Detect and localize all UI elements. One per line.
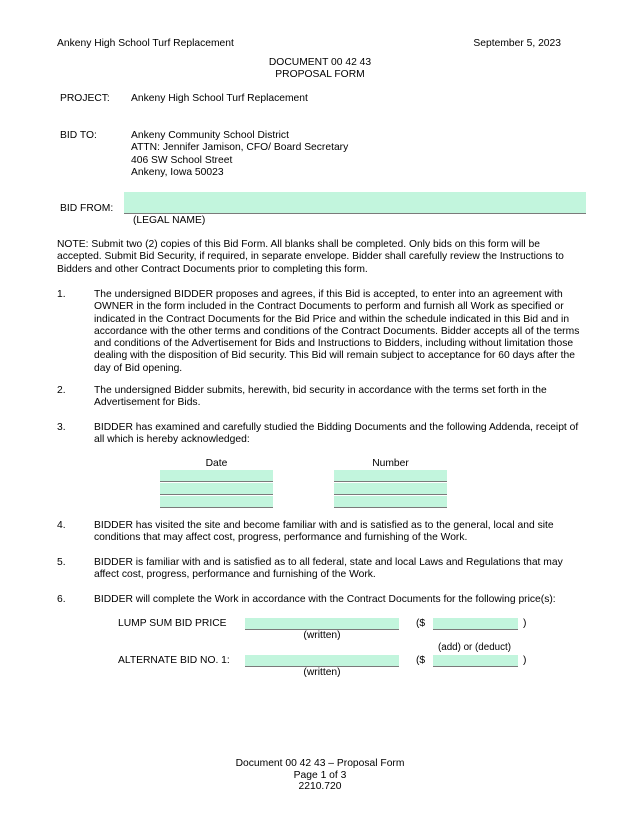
lump-sum-written-field[interactable]	[245, 618, 399, 630]
legal-name-caption: (LEGAL NAME)	[133, 215, 206, 226]
item-text: The undersigned Bidder submits, herewith, bid security in accordance with the terms set forth in the Advertisement for Bids.	[94, 385, 547, 409]
bid-to-line: Ankeny Community School District	[131, 130, 289, 141]
written-caption: (written)	[303, 667, 341, 678]
lump-sum-label: LUMP SUM BID PRICE	[118, 618, 227, 629]
addendum-date-field[interactable]	[160, 470, 273, 482]
addendum-number-field[interactable]	[334, 470, 447, 482]
bid-from-legal-name-field[interactable]	[124, 192, 586, 214]
item-text: BIDDER is familiar with and is satisfied as to all federal, state and local Laws and Regulations that may affect cost, progress, performance and furnishing of the Work.	[94, 557, 563, 581]
item-number: 4.	[57, 520, 66, 531]
dollar-open: ($	[416, 655, 426, 666]
item-number: 3.	[57, 422, 66, 433]
bid-from-label: BID FROM:	[60, 203, 114, 214]
bid-to-line: ATTN: Jennifer Jamison, CFO/ Board Secretary	[131, 142, 349, 154]
bid-to-label: BID TO:	[60, 130, 97, 141]
alternate-bid-label: ALTERNATE BID NO. 1:	[118, 655, 230, 666]
dollar-open: ($	[416, 618, 426, 629]
paren-close: )	[523, 618, 527, 629]
bid-to-address	[131, 130, 348, 179]
alternate-written-field[interactable]	[245, 655, 399, 667]
document-number: DOCUMENT 00 42 43	[268, 57, 372, 68]
item-text: BIDDER has visited the site and become familiar with and is satisfied as to the general, local and site conditions that may affect cost, progress, performance and furnishing of the Work.	[94, 520, 554, 544]
addendum-date-field[interactable]	[160, 483, 273, 495]
project-value: Ankeny High School Turf Replacement	[131, 93, 308, 104]
project-label: PROJECT:	[60, 93, 110, 104]
header-date: September 5, 2023	[473, 38, 561, 49]
footer-document-title: Document 00 42 43 – Proposal Form	[235, 758, 405, 769]
note-paragraph: NOTE: Submit two (2) copies of this Bid Form. All blanks shall be completed. Only bids on this form will be accepted. Submit Bid Security, if required, in separate envelope. Bidder shall carefully review the Instructions to Bidders and other Contract Documents prior to completing this form.	[57, 239, 564, 275]
header-project-name: Ankeny High School Turf Replacement	[57, 38, 234, 49]
addendum-date-field[interactable]	[160, 496, 273, 508]
item-text: BIDDER will complete the Work in accordance with the Contract Documents for the following price(s):	[94, 594, 556, 605]
addenda-number-header: Number	[372, 458, 409, 469]
item-number: 6.	[57, 594, 66, 605]
add-deduct-caption: (add) or (deduct)	[438, 642, 511, 653]
footer-project-number: 2210.720	[298, 781, 342, 792]
item-number: 1.	[57, 289, 66, 300]
paren-close: )	[523, 655, 527, 666]
addenda-date-header: Date	[205, 458, 228, 469]
footer-page-number: Page 1 of 3	[293, 769, 347, 781]
alternate-amount-field[interactable]	[433, 655, 518, 667]
item-text: The undersigned BIDDER proposes and agrees, if this Bid is accepted, to enter into an agreement with OWNER in the form included in the Contract Documents to perform and furnish all Work as specified or indicated in the Contract Documents for the Bid Price and within the schedule indicated in this Bid and in accordance with the other terms and conditions of the Contract Documents. Bidder accepts all of the terms and conditions of the Advertisement for Bids and Instructions to Bidders, including without limitation those dealing with the disposition of Bid security. This Bid will remain subject to acceptance for 60 days after the day of Bid opening.	[94, 289, 580, 374]
item-number: 5.	[57, 557, 66, 568]
item-number: 2.	[57, 385, 66, 396]
bid-to-line: 406 SW School Street	[131, 154, 233, 166]
written-caption: (written)	[303, 630, 341, 641]
bid-to-line: Ankeny, Iowa 50023	[131, 166, 224, 178]
lump-sum-amount-field[interactable]	[433, 618, 518, 630]
item-text: BIDDER has examined and carefully studied the Bidding Documents and the following Addenda, receipt of all which is hereby acknowledged:	[94, 422, 579, 446]
addendum-number-field[interactable]	[334, 483, 447, 495]
addendum-number-field[interactable]	[334, 496, 447, 508]
footer	[0, 758, 640, 793]
page-title: PROPOSAL FORM	[275, 69, 365, 80]
